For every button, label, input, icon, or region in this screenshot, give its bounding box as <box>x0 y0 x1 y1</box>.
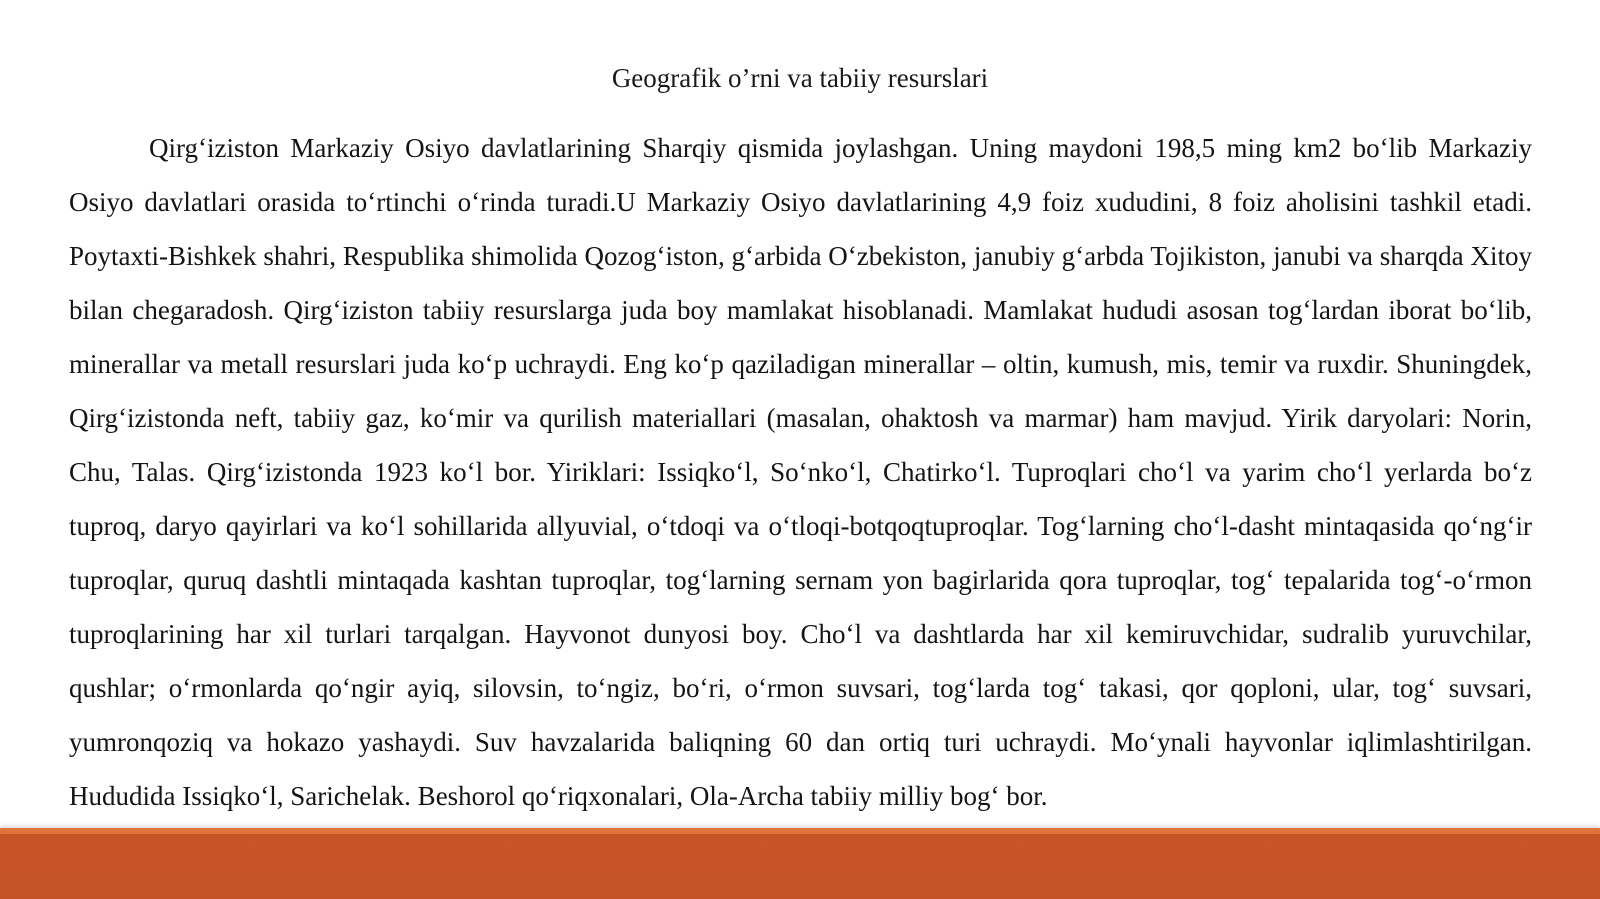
footer-stripe <box>0 828 1600 834</box>
slide-title: Geografik o’rni va tabiiy resurslari <box>611 63 989 93</box>
footer-band <box>0 828 1600 899</box>
slide-body-text: Qirg‘iziston Markaziy Osiyo davlatlarining Sharqiy qismida joylashgan. Uning maydoni 198,5 ming km2 bo‘lib Markaziy Osiyo davlatlari orasida to‘rtinchi o‘rinda turadi.U Markaziy Osiyo davlatlarining 4,9 foiz xududini, 8 foiz aholisini tashkil etadi. Poytaxti-Bishkek shahri, Respublika shimolida Qozog‘iston, g‘arbida O‘zbekiston, janubiy g‘arbda Tojikiston, janubi va sharqda Xitoy bilan chegaradosh. Qirg‘iziston tabiiy resurslarga juda boy mamlakat hisoblanadi. Mamlakat hududi asosan tog‘lardan iborat bo‘lib, minerallar va metall resurslari juda ko‘p uchraydi. Eng ko‘p qaziladigan minerallar – oltin, kumush, mis, temir va ruxdir. Shuningdek, Qirg‘izistonda neft, tabiiy gaz, ko‘mir va qurilish materiallari (masalan, ohaktosh va marmar) ham mavjud. Yirik daryolari: Norin, Chu, Talas. Qirg‘izistonda 1923 ko‘l bor. Yiriklari: Issiqko‘l, So‘nko‘l, Chatirko‘l. Tuproqlari cho‘l va yarim cho‘l yerlarda bo‘z tuproq, daryo qayirlari va ko‘l sohillarida allyuvial, o‘tdoqi va o‘tloqi-botqoqtuproqlar. Tog‘larning cho‘l-dasht mintaqasida qo‘ng‘ir tuproqlar, quruq dashtli mintaqada kashtan tuproqlar, tog‘larning sernam yon bagirlarida qora tuproqlar, tog‘ tepalarida tog‘-o‘rmon tuproqlarining har xil turlari tarqalgan. Hayvonot dunyosi boy. Cho‘l va dashtlarda har xil kemiruvchidar, sudralib yuruvchilar, qushlar; o‘rmonlarda qo‘ngir ayiq, silovsin, to‘ngiz, bo‘ri, o‘rmon suvsari, tog‘larda tog‘ takasi, qor qoploni, ular, tog‘ suvsari, yumronqoziq va hokazo yashaydi. Suv havzalarida baliqning 60 dan ortiq turi uchraydi. Mo‘ynali hayvonlar iqlimlashtirilgan. Hududida Issiqko‘l, Sarichelak. Beshorol qo‘riqxonalari, Ola-Archa tabiiy milliy bog‘ bor. <box>69 133 1532 811</box>
